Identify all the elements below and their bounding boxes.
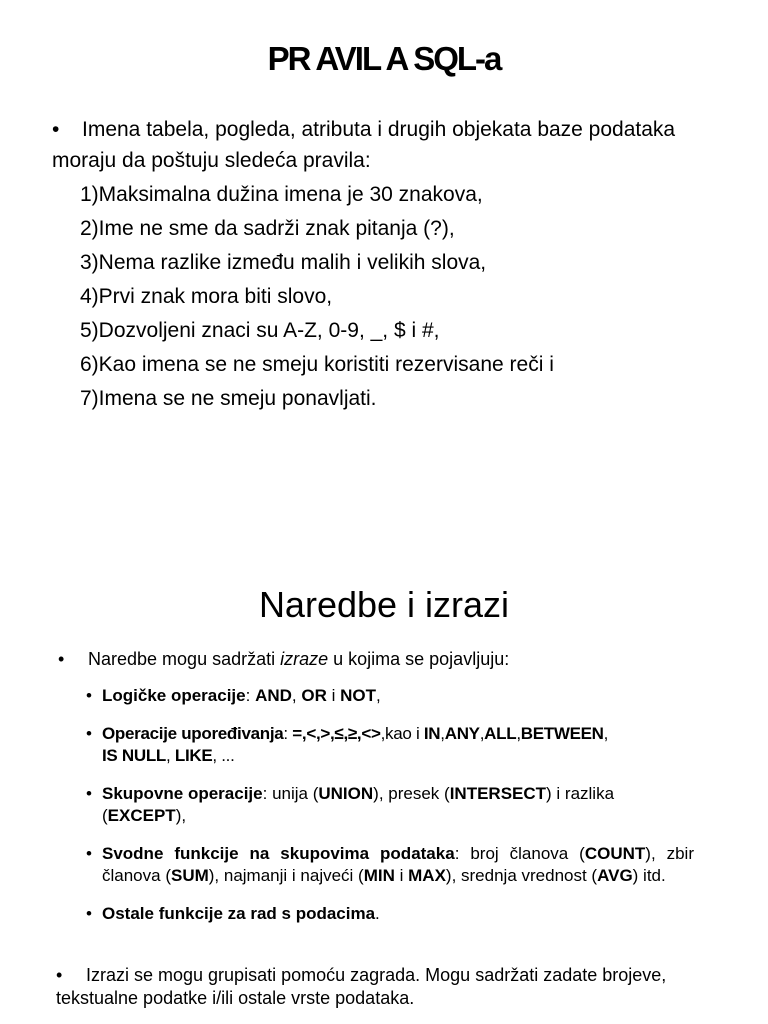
item-text: , [291, 686, 302, 705]
item-label: Operacije upoređivanja [102, 724, 284, 743]
keyword-all: ALL [484, 724, 517, 743]
item-label: Skupovne operacije [102, 784, 263, 803]
lead-text: Naredbe mogu sadržati [88, 649, 281, 669]
bullet-icon: • [56, 965, 63, 985]
keyword-union: UNION [318, 784, 374, 803]
outro-text: Izrazi se mogu grupisati pomoću zagrada. Mogu sadržati zadate brojeve, tekstualne podatke i/ili ostale vrste podataka. [56, 965, 667, 1008]
item-text: i [326, 686, 341, 705]
item-text: , [516, 724, 521, 743]
item-logical-operations [86, 685, 694, 707]
item-text: ,kao i [380, 724, 424, 743]
slide-title-pravila: PR AVIL A SQL-a [267, 40, 501, 77]
rule-item: 3)Nema razlike između malih i velikih slova, [80, 251, 487, 274]
keyword-not: NOT [340, 686, 376, 705]
lead-text-end: u kojima se pojavljuju: [328, 649, 510, 669]
rule-item: 5)Dozvoljeni znaci su A-Z, 0-9, _, $ i #, [80, 319, 440, 342]
item-text: ) i razlika ( [102, 784, 615, 825]
item-set-operations [86, 783, 694, 827]
rule-item: 7)Imena se ne smeju ponavljati. [80, 387, 377, 410]
keyword-intersect: INTERSECT [449, 784, 547, 803]
rules-list [80, 180, 554, 418]
bullet-icon: • [52, 118, 60, 141]
item-text: ) itd. [632, 866, 666, 885]
item-label: Svodne funkcije na skupovima podataka [102, 844, 455, 863]
keyword-sum: SUM [170, 866, 209, 885]
keyword-and: AND [255, 686, 292, 705]
keyword-count: COUNT [584, 844, 646, 863]
item-text: ), zbir članova ( [102, 844, 694, 885]
lead-emphasis: izraze [280, 649, 329, 669]
keyword-any: ANY [444, 724, 480, 743]
item-text: , [166, 746, 175, 765]
item-text: , ... [212, 746, 235, 765]
comparison-operators: =,<,>,≤,≥,<> [292, 724, 381, 743]
slide-title-naredbe: Naredbe i izrazi [258, 584, 510, 625]
slide-naredbe-izrazi [0, 512, 768, 1024]
item-text: ), [175, 806, 187, 825]
item-text: , [479, 724, 485, 743]
keyword-between: BETWEEN [520, 724, 604, 743]
keyword-is-null: IS NULL [102, 746, 167, 765]
item-text: ), najmanji i najveći ( [208, 866, 364, 885]
item-text: i [394, 866, 409, 885]
rule-item: 2)Ime ne sme da sadrži znak pitanja (?), [80, 217, 455, 240]
rule-item: 1)Maksimalna dužina imena je 30 znakova, [80, 183, 483, 206]
rule-item: 6)Kao imena se ne smeju koristiti rezervisane reči i [80, 353, 554, 376]
expression-list [86, 685, 694, 925]
keyword-or: OR [301, 686, 327, 705]
item-text: : [245, 686, 256, 705]
item-text: , [376, 686, 381, 705]
lead-paragraph [58, 649, 509, 670]
item-text: ), presek ( [373, 784, 450, 803]
intro-text: Imena tabela, pogleda, atributa i drugih objekata baze podataka moraju da poštuju sledeća pravila: [52, 118, 676, 172]
item-comparison-operations [86, 723, 694, 767]
item-text: ), srednja vrednost ( [445, 866, 598, 885]
item-aggregate-functions [86, 843, 694, 887]
item-text: : unija ( [262, 784, 319, 803]
item-text: , [440, 724, 445, 743]
keyword-in: IN [423, 724, 441, 743]
rule-item: 4)Prvi znak mora biti slovo, [80, 285, 333, 308]
outro-paragraph [56, 964, 726, 1010]
keyword-max: MAX [408, 866, 446, 885]
item-text: , [603, 724, 609, 743]
intro-paragraph [52, 114, 742, 176]
item-text: . [375, 904, 380, 923]
keyword-min: MIN [363, 866, 395, 885]
item-text: : [283, 724, 293, 743]
keyword-avg: AVG [597, 866, 633, 885]
bullet-icon: • [58, 649, 65, 669]
item-label: Logičke operacije [102, 686, 246, 705]
item-label: Ostale funkcije za rad s podacima [102, 904, 376, 923]
item-text: : broj članova ( [454, 844, 585, 863]
keyword-except: EXCEPT [107, 806, 176, 825]
keyword-like: LIKE [174, 746, 213, 765]
item-other-functions [86, 903, 694, 925]
